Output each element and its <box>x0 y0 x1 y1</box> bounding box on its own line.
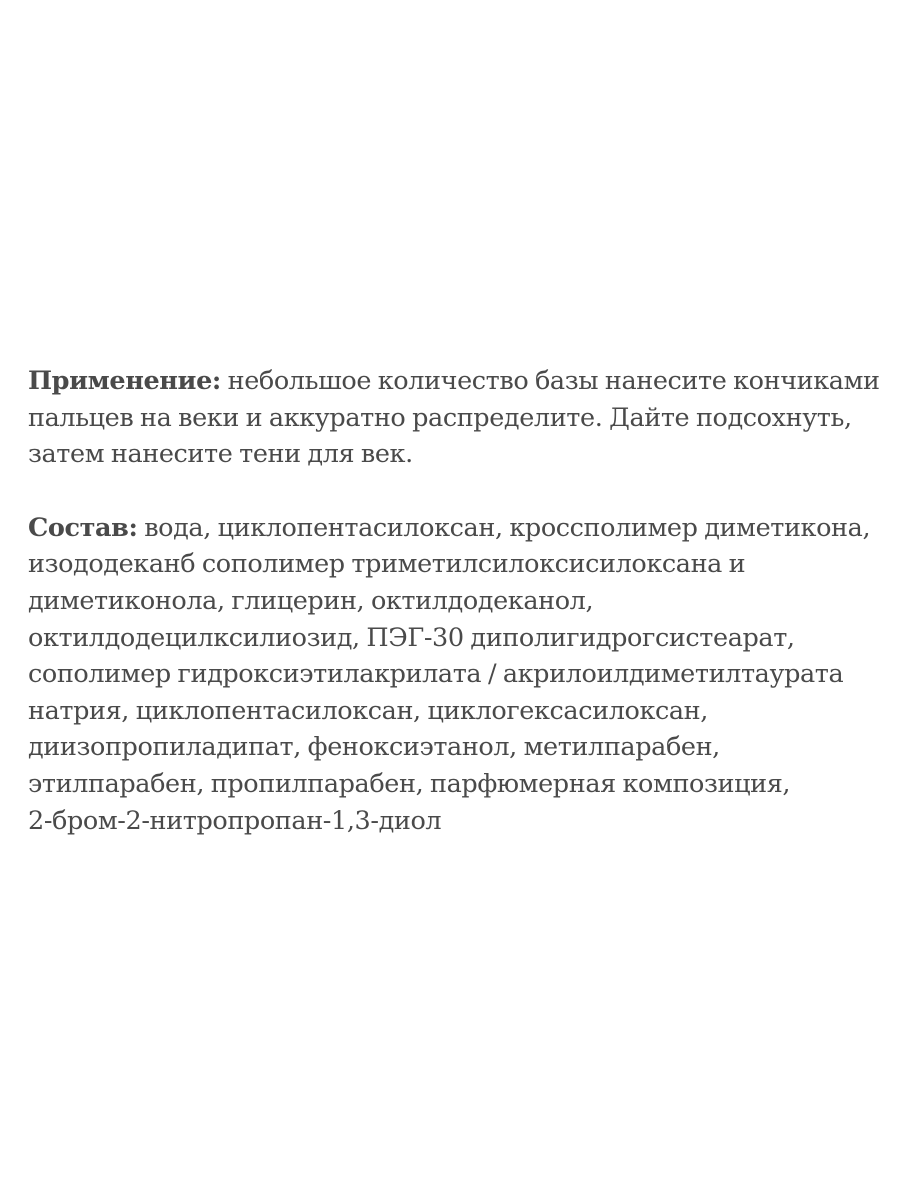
composition-line-7: диизопропиладипат, феноксиэтанол, метилпарабен, <box>28 732 720 763</box>
composition-line-2: изододеканб сополимер триметилсилоксисилоксана и <box>28 549 746 580</box>
composition-section <box>28 510 888 839</box>
composition-line-9: 2-бром-2-нитропропан-1,3-диол <box>28 805 442 836</box>
usage-section <box>28 363 888 473</box>
composition-line-3: диметиконола, глицерин, октилдодеканол, <box>28 585 594 616</box>
usage-line-3: затем нанесите тени для век. <box>28 439 413 470</box>
usage-text-1: небольшое количество базы нанесите кончиками <box>220 366 880 396</box>
product-description <box>28 363 888 839</box>
usage-label: Применение: <box>28 366 221 396</box>
usage-line-2: пальцев на веки и аккуратно распределите. Дайте подсохнуть, <box>28 402 852 433</box>
composition-line-1 <box>28 510 888 547</box>
usage-line-1 <box>28 363 888 400</box>
composition-label: Состав: <box>28 512 138 543</box>
composition-line-4: октилдодецилксилиозид, ПЭГ-30 диполигидрогсистеарат, <box>28 622 795 653</box>
composition-text-1: вода, циклопентасилоксан, кроссполимер диметикона, <box>137 512 871 543</box>
composition-line-6: натрия, циклопентасилоксан, циклогексасилоксан, <box>28 695 708 726</box>
composition-line-8: этилпарабен, пропилпарабен, парфюмерная композиция, <box>28 768 791 799</box>
composition-line-5: сополимер гидроксиэтилакрилата / акрилоилдиметилтаурата <box>28 659 844 690</box>
